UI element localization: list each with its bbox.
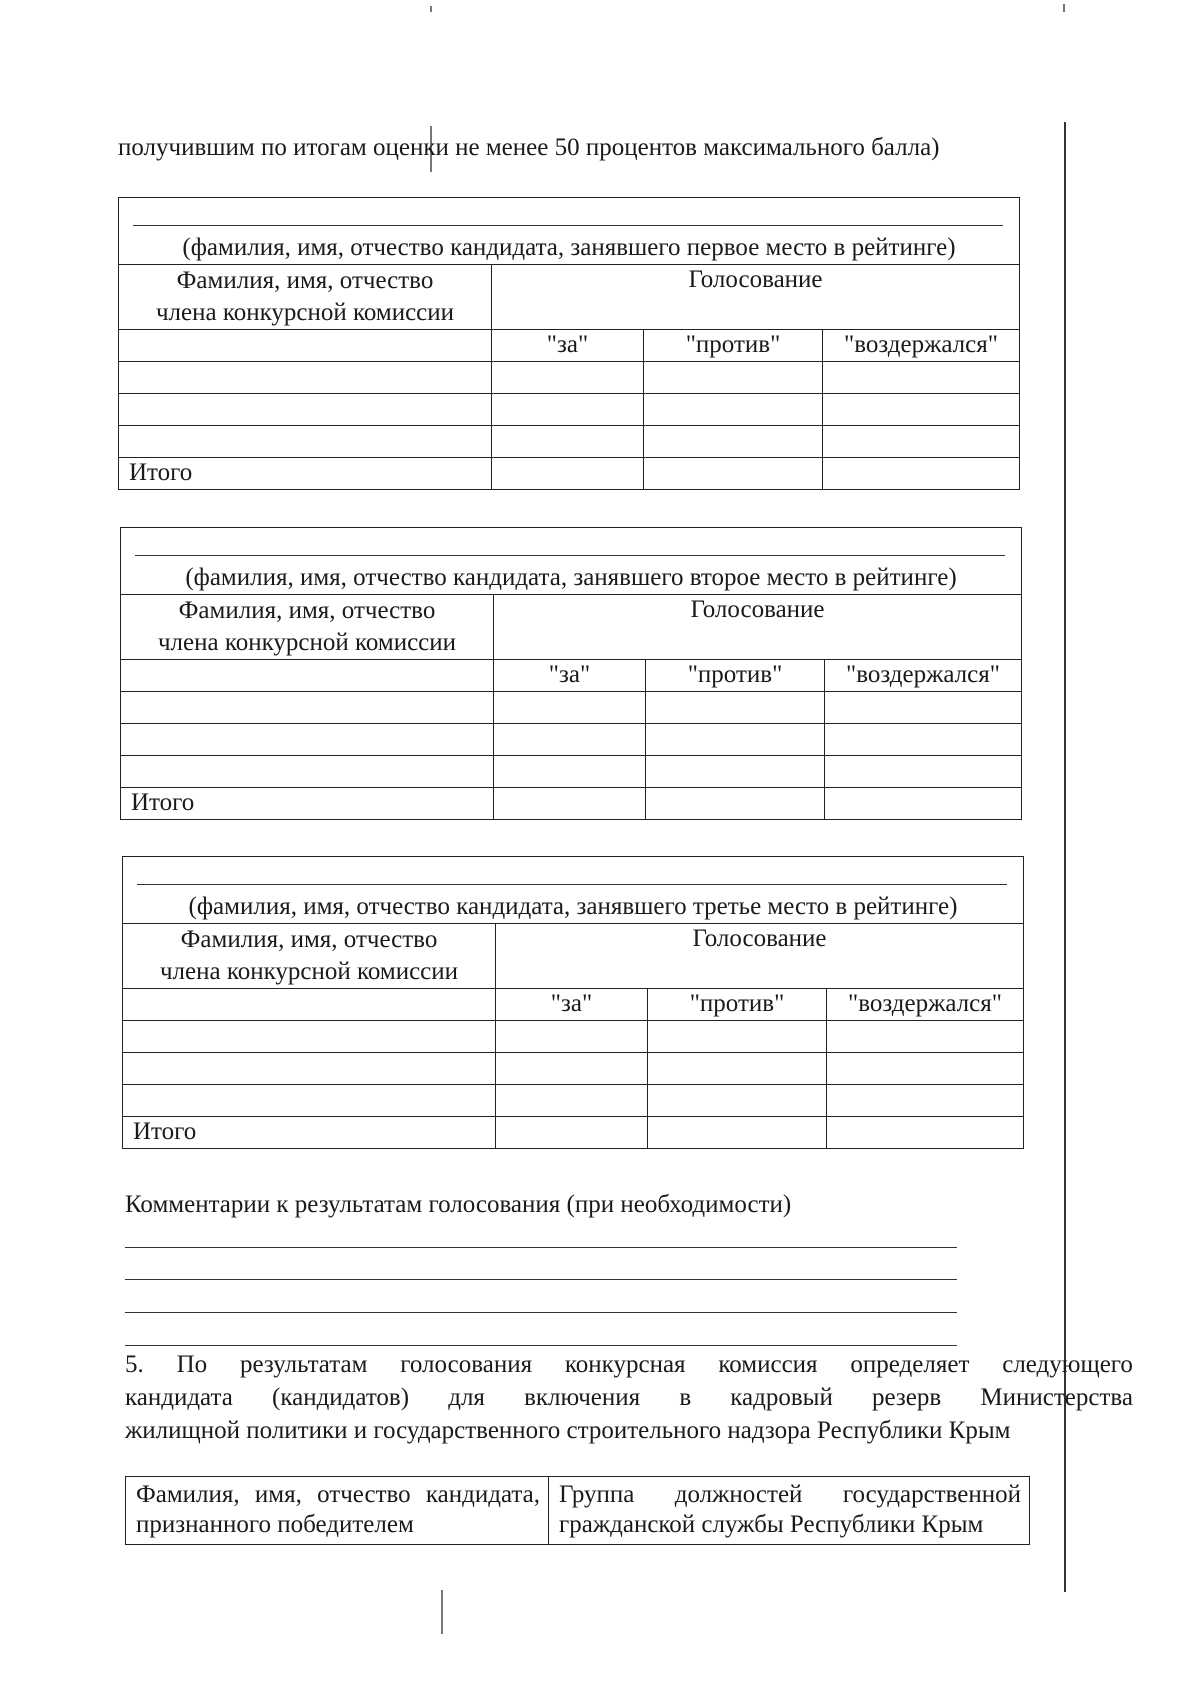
word: кандидата bbox=[125, 1384, 233, 1411]
voting-header: Голосование bbox=[494, 595, 1022, 660]
total-label: Итого bbox=[121, 788, 494, 820]
table-row bbox=[121, 724, 1022, 756]
total-row bbox=[121, 788, 1022, 820]
intro-line: получившим по итогам оценки не менее 50 процентов максимального балла) bbox=[118, 134, 940, 161]
table-row bbox=[123, 1021, 1024, 1053]
col-against: "против" bbox=[646, 660, 825, 692]
candidate-caption: (фамилия, имя, отчество кандидата, занявшего первое место в рейтинге) bbox=[182, 234, 956, 261]
member-cell[interactable] bbox=[121, 660, 494, 692]
word: (кандидатов) bbox=[272, 1384, 410, 1411]
winners-table bbox=[125, 1476, 1030, 1545]
winner-name-header: Фамилия, имя, отчество кандидата, признанного победителем bbox=[126, 1477, 549, 1545]
table-row bbox=[123, 1053, 1024, 1085]
voting-header: Голосование bbox=[496, 924, 1024, 989]
word: голосования bbox=[400, 1351, 533, 1378]
comment-line[interactable] bbox=[125, 1345, 957, 1346]
col-for: "за" bbox=[492, 330, 644, 362]
col-against: "против" bbox=[644, 330, 823, 362]
col-abstained: "воздержался" bbox=[827, 989, 1024, 1021]
section-5-line bbox=[125, 1348, 1133, 1381]
word: По bbox=[176, 1351, 208, 1378]
table-row bbox=[119, 426, 1020, 458]
candidate-caption-cell bbox=[123, 857, 1024, 924]
comments-label: Комментарии к результатам голосования (при необходимости) bbox=[125, 1191, 792, 1218]
total-label: Итого bbox=[123, 1117, 496, 1149]
comment-line[interactable] bbox=[125, 1247, 957, 1248]
scan-fold-mark bbox=[430, 6, 432, 12]
word: конкурсная bbox=[564, 1351, 686, 1378]
word: в bbox=[679, 1384, 692, 1411]
candidate-caption-cell bbox=[121, 528, 1022, 595]
table-row bbox=[119, 362, 1020, 394]
voting-header: Голосование bbox=[492, 265, 1020, 330]
comment-line[interactable] bbox=[125, 1312, 957, 1313]
member-cell[interactable] bbox=[119, 330, 492, 362]
word: включения bbox=[524, 1384, 641, 1411]
col-abstained: "воздержался" bbox=[823, 330, 1020, 362]
total-label: Итого bbox=[119, 458, 492, 490]
scan-fold-mark bbox=[441, 1590, 443, 1634]
comment-line[interactable] bbox=[125, 1279, 957, 1280]
member-header: Фамилия, имя, отчество члена конкурсной комиссии bbox=[119, 265, 492, 330]
word: комиссия bbox=[718, 1351, 818, 1378]
total-row bbox=[119, 458, 1020, 490]
member-header: Фамилия, имя, отчество члена конкурсной комиссии bbox=[123, 924, 496, 989]
section-5-paragraph bbox=[125, 1348, 1133, 1447]
word: 5. bbox=[125, 1351, 144, 1378]
word: для bbox=[448, 1384, 485, 1411]
member-cell[interactable] bbox=[123, 989, 496, 1021]
col-for: "за" bbox=[494, 660, 646, 692]
vote-table-first-place bbox=[118, 197, 1020, 490]
table-row bbox=[121, 756, 1022, 788]
total-row bbox=[123, 1117, 1024, 1149]
col-abstained: "воздержался" bbox=[825, 660, 1022, 692]
vote-table-second-place bbox=[120, 527, 1022, 820]
vote-table-third-place bbox=[122, 856, 1024, 1149]
position-group-header: Группа должностей государственной гражданской службы Республики Крым bbox=[549, 1477, 1030, 1545]
col-for: "за" bbox=[496, 989, 648, 1021]
scan-fold-mark bbox=[1063, 4, 1065, 12]
word: Министерства bbox=[980, 1384, 1133, 1411]
candidate-caption: (фамилия, имя, отчество кандидата, занявшего второе место в рейтинге) bbox=[185, 564, 957, 591]
word: резерв bbox=[872, 1384, 942, 1411]
col-against: "против" bbox=[648, 989, 827, 1021]
word: определяет bbox=[850, 1351, 970, 1378]
table-row bbox=[119, 394, 1020, 426]
section-5-line: жилищной политики и государственного строительного надзора Республики Крым bbox=[125, 1417, 1011, 1444]
member-header: Фамилия, имя, отчество члена конкурсной комиссии bbox=[121, 595, 494, 660]
table-row bbox=[123, 1085, 1024, 1117]
word: кадровый bbox=[730, 1384, 833, 1411]
word: результатам bbox=[240, 1351, 368, 1378]
table-row bbox=[121, 692, 1022, 724]
candidate-caption-cell bbox=[119, 198, 1020, 265]
candidate-caption: (фамилия, имя, отчество кандидата, занявшего третье место в рейтинге) bbox=[188, 893, 958, 920]
section-5-line bbox=[125, 1381, 1133, 1414]
word: следующего bbox=[1002, 1351, 1133, 1378]
